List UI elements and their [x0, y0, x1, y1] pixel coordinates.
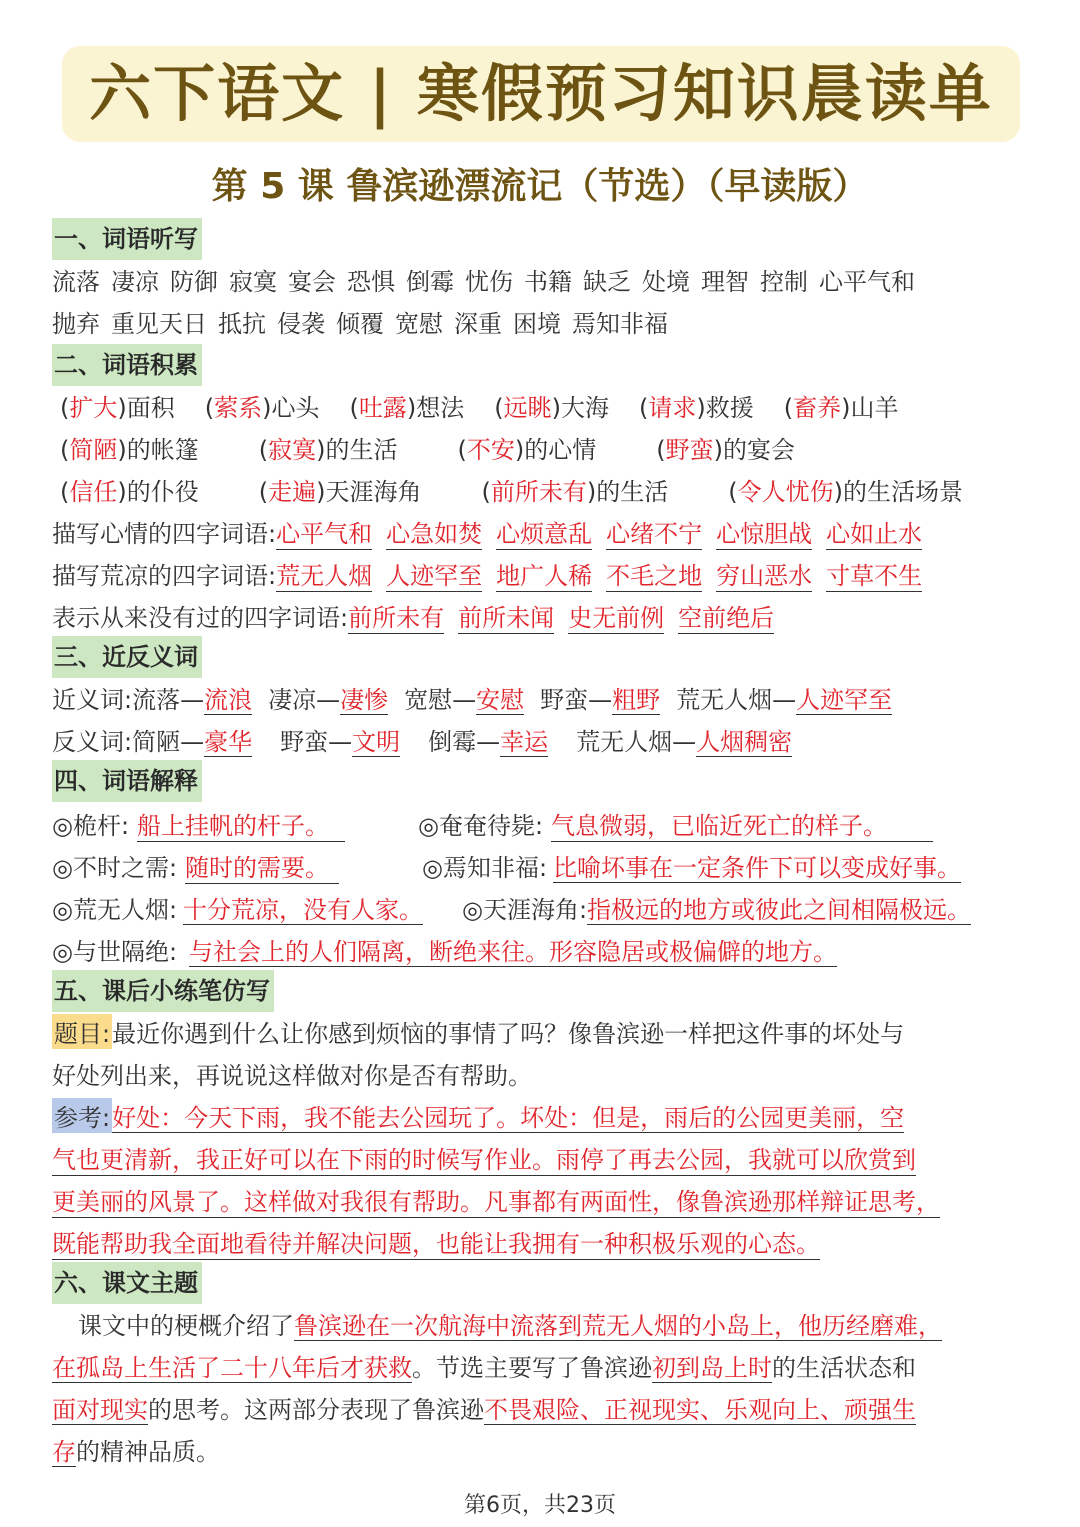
definition-line-3: ◎荒无人烟: 十分荒凉，没有人家。	[52, 896, 424, 924]
theme-line-4: 存的精神品质。	[52, 1438, 220, 1466]
reference-tag: 参考:	[52, 1098, 112, 1133]
antonym-pair	[428, 722, 548, 757]
idiom-answer: 人迹罕至	[386, 556, 482, 592]
definition-line-2: ◎不时之需: 随时的需要。	[52, 848, 339, 884]
dictation-word: 心平气和	[819, 268, 915, 296]
paren-open: (	[481, 478, 491, 506]
never-before-idioms-line	[52, 598, 774, 634]
idiom-answer: 心绪不宁	[606, 514, 702, 550]
dictation-word: 忧伤	[465, 268, 513, 296]
section-header-theme: 六、课文主题	[52, 1262, 202, 1304]
idiom-answer: 前所未闻	[458, 598, 554, 634]
collocation-item	[350, 388, 465, 423]
mood-idioms-line	[52, 514, 922, 550]
collocation-item	[458, 430, 597, 465]
collocation-item	[259, 430, 398, 465]
collocation-item	[656, 430, 795, 465]
paren-open: (	[349, 394, 359, 422]
idiom-answer: 不毛之地	[606, 556, 702, 592]
pair-dash: —	[328, 728, 353, 756]
pair-answer: 流浪	[204, 686, 253, 714]
paren-close: )	[833, 478, 843, 506]
collocation-answer: 简陋	[69, 436, 118, 464]
paren-open: (	[457, 436, 467, 464]
synonym-pair	[132, 680, 252, 715]
collocation-row-1	[52, 388, 899, 423]
paren-close: )	[262, 394, 272, 422]
dictation-word: 寂寞	[229, 268, 277, 296]
lesson-subtitle: 第 5 课 鲁滨逊漂流记（节选）（早读版）	[211, 166, 869, 207]
collocation-answer: 野蛮	[665, 436, 714, 464]
synonyms-line	[52, 680, 908, 715]
mood-idioms-label: 描写心情的四字词语:	[52, 520, 277, 548]
collocation-word: 山羊	[850, 394, 899, 422]
antonyms-label: 反义词:	[52, 728, 133, 756]
idiom-answer: 心平气和	[276, 514, 372, 550]
collocation-answer: 前所未有	[490, 478, 587, 506]
dictation-word: 宴会	[288, 268, 336, 296]
pair-answer: 人迹罕至	[796, 686, 893, 714]
dictation-word: 重见天日	[111, 310, 207, 338]
collocation-word: 的生活场景	[843, 478, 963, 506]
paren-open: (	[639, 394, 649, 422]
section-header-dictation: 一、词语听写	[52, 218, 202, 260]
collocation-answer: 寂寞	[268, 436, 317, 464]
antonyms-line	[52, 722, 820, 757]
idiom-answer: 心烦意乱	[496, 514, 592, 550]
idiom-answer: 荒无人烟	[276, 556, 372, 592]
pair-dash: —	[180, 728, 205, 756]
collocation-item	[784, 388, 899, 423]
collocation-answer: 令人忧伤	[737, 478, 834, 506]
definition-line-3b: ◎天涯海角:指极远的地方或彼此之间相隔极远。	[462, 896, 972, 924]
paren-close: )	[586, 478, 597, 506]
collocation-word: 的仆役	[126, 478, 199, 506]
collocation-answer: 扩大	[69, 394, 118, 422]
pair-answer: 粗野	[612, 686, 661, 714]
idiom-answer: 心急如焚	[386, 514, 482, 550]
section-header-definitions: 四、词语解释	[52, 760, 202, 802]
dictation-word: 防御	[170, 268, 218, 296]
antonym-pair	[576, 722, 792, 757]
collocation-answer: 请求	[648, 394, 697, 422]
idiom-answer: 心如止水	[826, 514, 922, 550]
collocation-answer: 远眺	[503, 394, 552, 422]
collocation-item	[205, 388, 320, 423]
idiom-answer: 前所未有	[348, 598, 444, 634]
collocation-word: 想法	[416, 394, 465, 422]
definition-line-1b: ◎奄奄待毙: 气息微弱，已临近死亡的样子。	[418, 806, 933, 842]
paren-close: )	[406, 394, 417, 422]
idiom-answer: 穷山恶水	[716, 556, 812, 592]
dictation-word: 控制	[760, 268, 808, 296]
dictation-word: 焉知非福	[572, 310, 668, 338]
dictation-word: 困境	[513, 310, 561, 338]
paren-open: (	[204, 394, 215, 422]
reference-line-2: 气也更清新，我正好可以在下雨的时候写作业。雨停了再去公园，我就可以欣赏到	[52, 1140, 916, 1176]
paren-open: (	[60, 436, 70, 464]
prompt-line-1: 题目:最近你遇到什么让你感到烦恼的事情了吗？像鲁滨逊一样把这件事的坏处与	[52, 1014, 904, 1049]
synonym-pair	[404, 680, 524, 715]
pair-dash: —	[316, 686, 341, 714]
dictation-word: 凄凉	[111, 268, 159, 296]
reference-line-4: 既能帮助我全面地看待并解决问题，也能让我拥有一种积极乐观的心态。	[52, 1224, 820, 1260]
idiom-answer: 寸草不生	[826, 556, 922, 592]
collocation-answer: 萦系	[214, 394, 263, 422]
collocation-row-3	[52, 472, 963, 507]
pair-answer: 文明	[352, 728, 401, 756]
dictation-word: 侵袭	[277, 310, 325, 338]
dictation-word: 理智	[701, 268, 749, 296]
paren-open: (	[783, 394, 794, 422]
collocation-answer: 走遍	[268, 478, 317, 506]
collocation-answer: 信任	[69, 478, 118, 506]
paren-close: )	[117, 478, 127, 506]
section-header-writing-practice: 五、课后小练笔仿写	[52, 970, 274, 1012]
paren-open: (	[728, 478, 738, 506]
pair-word: 野蛮	[280, 728, 329, 756]
synonym-pair	[676, 680, 892, 715]
collocation-answer: 畜养	[793, 394, 842, 422]
dictation-word: 倾覆	[336, 310, 384, 338]
pair-dash: —	[772, 686, 797, 714]
collocation-word: 救援	[705, 394, 754, 422]
pair-word: 荒无人烟	[676, 686, 773, 714]
synonym-pair	[540, 680, 660, 715]
pair-dash: —	[588, 686, 613, 714]
synonyms-label: 近义词:	[52, 686, 133, 714]
section-header-synonyms: 三、近反义词	[52, 636, 202, 678]
idiom-answer: 史无前例	[568, 598, 664, 634]
pair-word: 野蛮	[540, 686, 589, 714]
dictation-word: 缺乏	[583, 268, 631, 296]
theme-line-2: 在孤岛上生活了二十八年后才获救。节选主要写了鲁滨逊初到岛上时的生活状态和	[52, 1354, 916, 1382]
pair-dash: —	[476, 728, 501, 756]
collocation-answer: 不安	[466, 436, 515, 464]
pair-answer: 幸运	[500, 728, 549, 756]
paren-open: (	[60, 478, 70, 506]
paren-close: )	[551, 394, 561, 422]
paren-open: (	[494, 394, 504, 422]
collocation-word: 的宴会	[723, 436, 795, 464]
collocation-item	[60, 430, 199, 465]
collocation-word: 的帐篷	[126, 436, 199, 464]
idiom-answer: 地广人稀	[496, 556, 592, 592]
paren-open: (	[656, 436, 666, 464]
prompt-tag: 题目:	[52, 1014, 112, 1049]
dictation-word: 流落	[52, 268, 100, 296]
reference-line-1: 参考:好处：今天下雨，我不能去公园玩了。坏处：但是，雨后的公园更美丽，空	[52, 1098, 904, 1133]
dictation-word: 恐惧	[347, 268, 395, 296]
desolate-idioms-label: 描写荒凉的四字词语:	[52, 562, 277, 590]
pair-answer: 凄惨	[340, 686, 389, 714]
dictation-words-line-1	[52, 262, 915, 297]
never-before-idioms-label: 表示从来没有过的四字词语:	[52, 604, 349, 632]
collocation-item	[728, 472, 963, 507]
paren-close: )	[316, 436, 326, 464]
synonym-pair	[268, 680, 388, 715]
collocation-item	[482, 472, 669, 507]
pair-dash: —	[452, 686, 477, 714]
paren-close: )	[316, 478, 326, 506]
pair-word: 凄凉	[268, 686, 317, 714]
collocation-answer: 吐露	[358, 394, 407, 422]
antonym-pair	[132, 722, 252, 757]
collocation-item	[60, 388, 175, 423]
theme-line-3: 面对现实的思考。这两部分表现了鲁滨逊不畏艰险、正视现实、乐观向上、顽强生	[52, 1396, 916, 1424]
collocation-word: 面积	[126, 394, 175, 422]
pair-word: 简陋	[132, 728, 181, 756]
pair-word: 流落	[132, 686, 181, 714]
collocation-word: 的生活	[596, 478, 669, 506]
dictation-word: 抵抗	[218, 310, 266, 338]
idiom-answer: 空前绝后	[678, 598, 774, 634]
collocation-item	[60, 472, 199, 507]
pair-word: 荒无人烟	[576, 728, 673, 756]
paren-close: )	[841, 394, 851, 422]
desolate-idioms-line	[52, 556, 922, 592]
collocation-word: 心头	[271, 394, 320, 422]
dictation-word: 宽慰	[395, 310, 443, 338]
paren-open: (	[258, 478, 269, 506]
paren-close: )	[696, 394, 706, 422]
dictation-words-line-2	[52, 304, 679, 339]
pair-word: 宽慰	[404, 686, 453, 714]
paren-close: )	[117, 436, 127, 464]
title-banner	[62, 46, 1020, 142]
collocation-word: 的心情	[524, 436, 597, 464]
paren-open: (	[60, 394, 70, 422]
definition-line-1: ◎桅杆: 船上挂帆的杆子。	[52, 806, 345, 842]
pair-answer: 人烟稠密	[696, 728, 793, 756]
collocation-word: 天涯海角	[325, 478, 422, 506]
collocation-word: 大海	[561, 394, 609, 422]
paren-open: (	[258, 436, 269, 464]
pair-answer: 安慰	[476, 686, 525, 714]
collocation-row-2	[52, 430, 795, 465]
collocation-item	[494, 388, 609, 423]
dictation-word: 抛弃	[52, 310, 100, 338]
reference-line-3: 更美丽的风景了。这样做对我很有帮助。凡事都有两面性，像鲁滨逊那样辩证思考，	[52, 1182, 940, 1218]
prompt-line-2: 好处列出来，再说说这样做对你是否有帮助。	[52, 1062, 532, 1090]
dictation-word: 处境	[642, 268, 690, 296]
idiom-answer: 心惊胆战	[716, 514, 812, 550]
page-title: 六下语文 | 寒假预习知识晨读单	[89, 57, 993, 130]
dictation-word: 倒霉	[406, 268, 454, 296]
dictation-word: 深重	[454, 310, 502, 338]
paren-close: )	[514, 436, 525, 464]
pair-word: 倒霉	[428, 728, 477, 756]
collocation-word: 的生活	[325, 436, 398, 464]
definition-line-4: ◎与世隔绝: 与社会上的人们隔离，断绝来往。形容隐居或极偏僻的地方。	[52, 938, 838, 966]
collocation-item	[639, 388, 754, 423]
dictation-word: 书籍	[524, 268, 572, 296]
paren-close: )	[713, 436, 723, 464]
pair-dash: —	[672, 728, 697, 756]
pair-dash: —	[180, 686, 205, 714]
definition-line-2b: ◎焉知非福: 比喻坏事在一定条件下可以变成好事。	[422, 854, 962, 882]
antonym-pair	[280, 722, 400, 757]
collocation-item	[259, 472, 422, 507]
section-header-accumulation: 二、词语积累	[52, 344, 202, 386]
theme-line-1: 课文中的梗概介绍了鲁滨逊在一次航海中流落到荒无人烟的小岛上，他历经磨难，	[78, 1312, 942, 1340]
page-number: 第6页，共23页	[464, 1493, 616, 1518]
paren-close: )	[117, 394, 127, 422]
pair-answer: 豪华	[204, 728, 253, 756]
